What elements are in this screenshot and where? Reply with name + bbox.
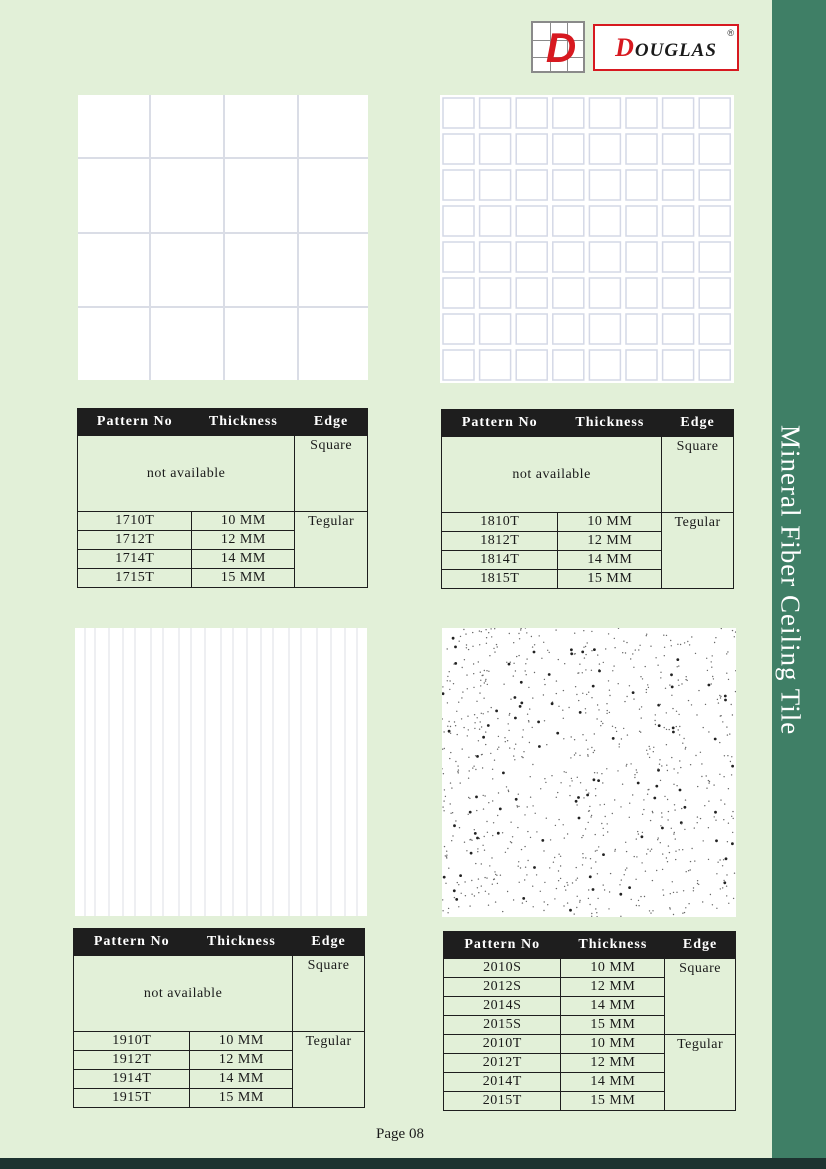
header-edge: Edge (293, 929, 365, 956)
thickness-cell: 12 MM (561, 978, 665, 997)
brand-logo-icon (531, 21, 585, 73)
header-thickness: Thickness (558, 410, 662, 437)
tile-photo-2010 (442, 628, 736, 917)
pattern-cell: 1712T (78, 531, 192, 550)
page-number: Page 08 (376, 1126, 424, 1142)
thickness-cell: 15 MM (561, 1092, 665, 1111)
pattern-cell: 1910T (74, 1032, 190, 1051)
pattern-cell: 2014S (444, 997, 561, 1016)
thickness-cell: 10 MM (561, 959, 665, 978)
tile-photo-1910 (75, 628, 367, 916)
pattern-cell: 1815T (442, 570, 558, 589)
pattern-cell: 1812T (442, 532, 558, 551)
edge-tegular: Tegular (295, 512, 368, 588)
edge-tegular: Tegular (293, 1032, 365, 1108)
spec-table-2010 (443, 931, 736, 1111)
pattern-cell: 1810T (442, 513, 558, 532)
thickness-cell: 10 MM (558, 513, 662, 532)
not-available-cell: not available (442, 437, 662, 513)
header-pattern-no: Pattern No (74, 929, 190, 956)
thickness-cell: 14 MM (190, 1070, 293, 1089)
thickness-cell: 15 MM (190, 1089, 293, 1108)
spec-table-1710 (77, 408, 368, 588)
registered-mark: ® (727, 28, 734, 38)
header-thickness: Thickness (190, 929, 293, 956)
pattern-cell: 2012T (444, 1054, 561, 1073)
pattern-cell: 1915T (74, 1089, 190, 1108)
thickness-cell: 14 MM (561, 1073, 665, 1092)
brand-wordmark (593, 24, 739, 71)
header-edge: Edge (295, 409, 368, 436)
thickness-cell: 15 MM (192, 569, 295, 588)
header-thickness: Thickness (192, 409, 295, 436)
edge-tegular: Tegular (662, 513, 734, 589)
header-pattern-no: Pattern No (78, 409, 192, 436)
thickness-cell: 12 MM (558, 532, 662, 551)
spec-table-1910 (73, 928, 365, 1108)
edge-square: Square (293, 956, 365, 1032)
pattern-cell: 1710T (78, 512, 192, 531)
pattern-cell: 1914T (74, 1070, 190, 1089)
tile-photo-1810 (440, 95, 734, 383)
pattern-cell: 2014T (444, 1073, 561, 1092)
pattern-cell: 1715T (78, 569, 192, 588)
thickness-cell: 12 MM (561, 1054, 665, 1073)
header-thickness: Thickness (561, 932, 665, 959)
pattern-cell: 2015T (444, 1092, 561, 1111)
thickness-cell: 10 MM (190, 1032, 293, 1051)
thickness-cell: 14 MM (558, 551, 662, 570)
pattern-cell: 1912T (74, 1051, 190, 1070)
brand-name: DOUGLAS (615, 32, 717, 62)
pattern-cell: 1814T (442, 551, 558, 570)
thickness-cell: 10 MM (561, 1035, 665, 1054)
header-edge: Edge (665, 932, 736, 959)
header-edge: Edge (662, 410, 734, 437)
thickness-cell: 14 MM (192, 550, 295, 569)
thickness-cell: 12 MM (190, 1051, 293, 1070)
thickness-cell: 12 MM (192, 531, 295, 550)
pattern-cell: 2010T (444, 1035, 561, 1054)
edge-square: Square (665, 959, 736, 1035)
pattern-cell: 2015S (444, 1016, 561, 1035)
thickness-cell: 15 MM (561, 1016, 665, 1035)
spec-table-1810 (441, 409, 734, 589)
brand-logo-letter: D (545, 24, 577, 71)
header-pattern-no: Pattern No (444, 932, 561, 959)
bottom-bar (0, 1158, 826, 1169)
thickness-cell: 15 MM (558, 570, 662, 589)
thickness-cell: 10 MM (192, 512, 295, 531)
pattern-cell: 2010S (444, 959, 561, 978)
tile-photo-1710 (78, 95, 368, 380)
edge-tegular: Tegular (665, 1035, 736, 1111)
thickness-cell: 14 MM (561, 997, 665, 1016)
edge-square: Square (662, 437, 734, 513)
side-title: Mineral Fiber Ceiling Tile (775, 424, 806, 736)
pattern-cell: 2012S (444, 978, 561, 997)
not-available-cell: not available (78, 436, 295, 512)
not-available-cell: not available (74, 956, 293, 1032)
header-pattern-no: Pattern No (442, 410, 558, 437)
pattern-cell: 1714T (78, 550, 192, 569)
edge-square: Square (295, 436, 368, 512)
